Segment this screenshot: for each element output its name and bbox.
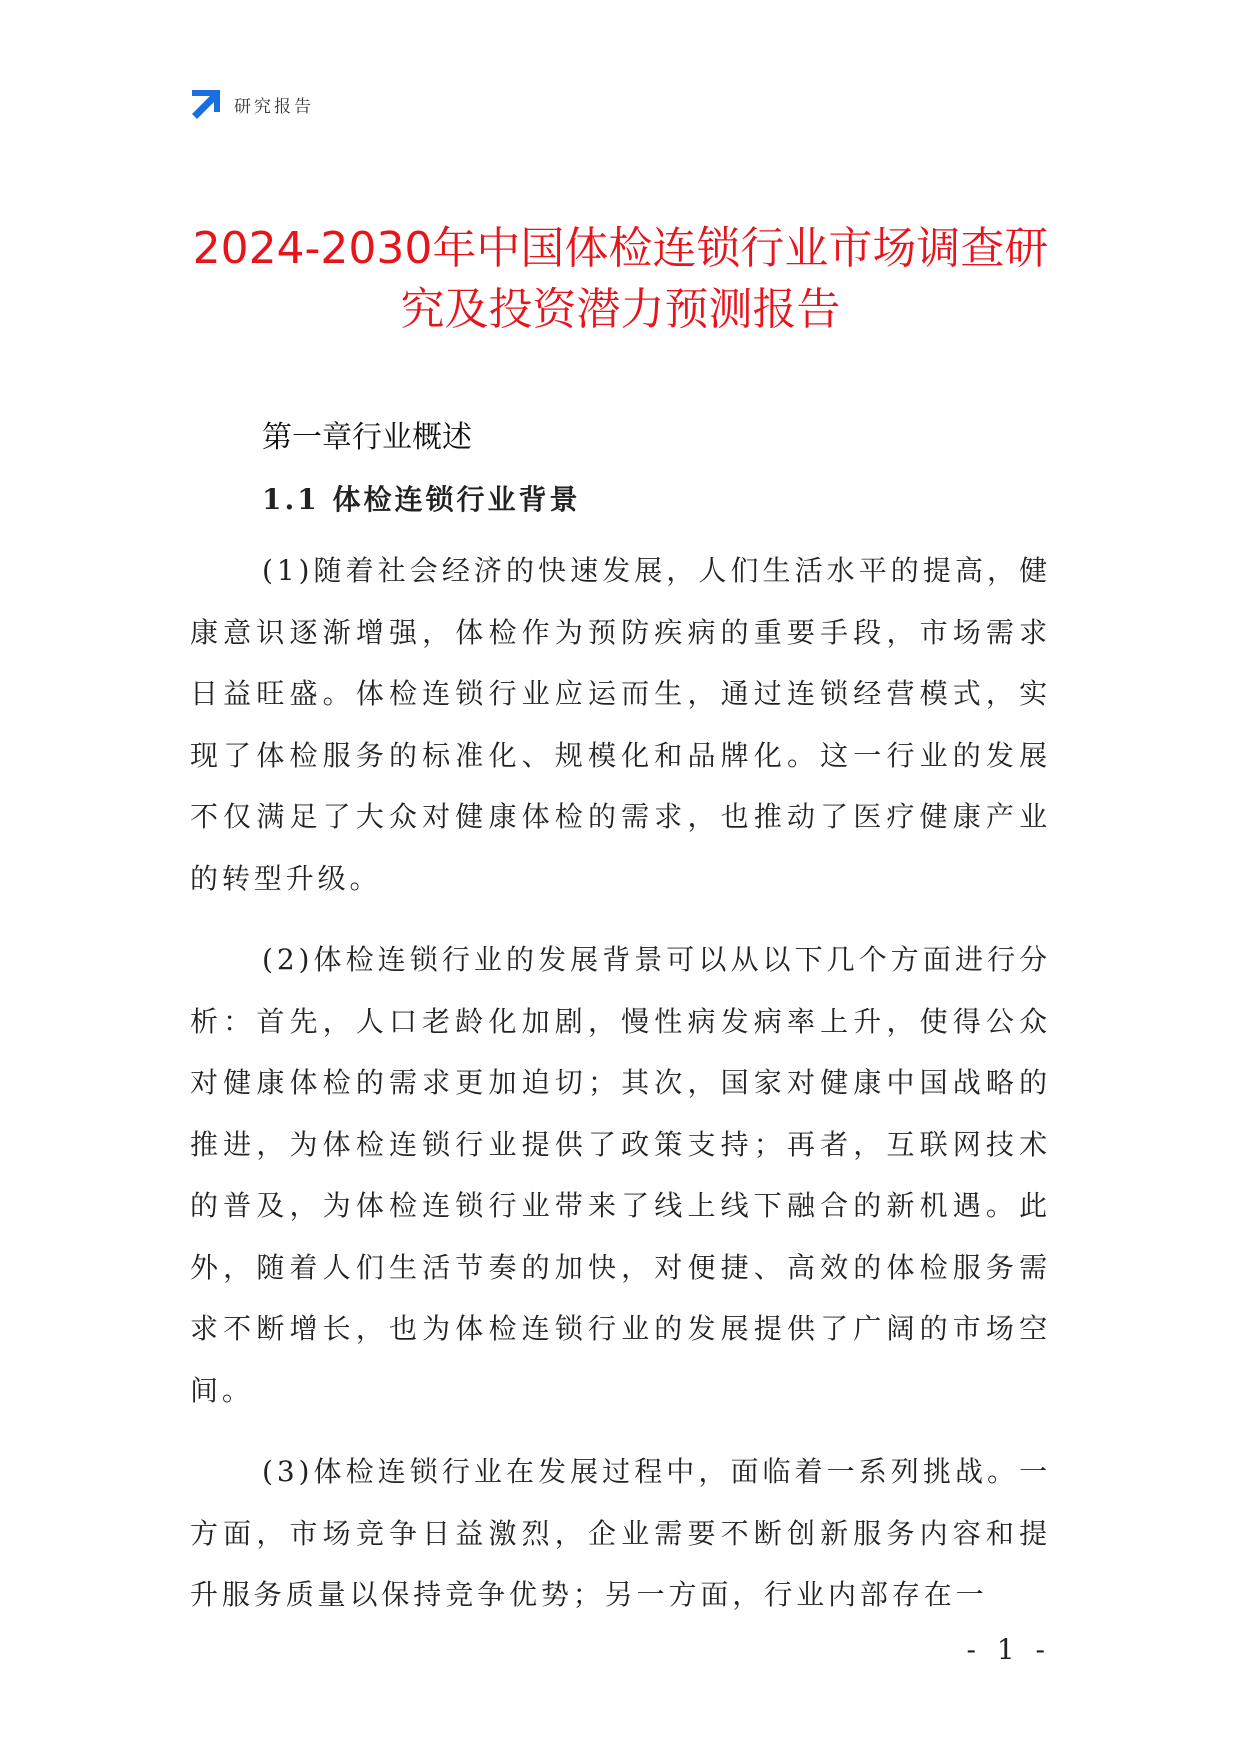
page-header <box>190 86 314 122</box>
report-title <box>150 218 1091 340</box>
page-number: - 1 - <box>966 1633 1051 1666</box>
paragraph-3: (3)体检连锁行业在发展过程中，面临着一系列挑战。一方面，市场竞争日益激烈，企业需要不断创新服务内容和提升服务质量以保持竞争优势；另一方面，行业内部存在一 <box>190 1455 1051 1611</box>
header-label: 研究报告 <box>234 96 314 117</box>
chapter-heading: 第一章行业概述 <box>262 420 472 455</box>
paragraph-2: (2)体检连锁行业的发展背景可以从以下几个方面进行分析：首先，人口老龄化加剧，慢性病发病率上升，使得公众对健康体检的需求更加迫切；其次，国家对健康中国战略的推进，为体检连锁行业提供了政策支持；再者，互联网技术的普及，为体检连锁行业带来了线上线下融合的新机遇。此外，随着人们生活节奏的加快，对便捷、高效的体检服务需求不断增长，也为体检连锁行业的发展提供了广阔的市场空间。 <box>190 943 1051 1407</box>
section-heading: 1.1 体检连锁行业背景 <box>262 483 581 516</box>
document-body <box>190 418 1051 1626</box>
arrow-logo-icon <box>190 88 222 120</box>
paragraph-1: (1)随着社会经济的快速发展，人们生活水平的提高，健康意识逐渐增强，体检作为预防疾病的重要手段，市场需求日益旺盛。体检连锁行业应运而生，通过连锁经营模式，实现了体检服务的标准化、规模化和品牌化。这一行业的发展不仅满足了大众对健康体检的需求，也推动了医疗健康产业的转型升级。 <box>190 554 1051 895</box>
report-title-line1: 2024-2030年中国体检连锁行业市场调查研 <box>192 223 1049 274</box>
report-title-line2: 究及投资潜力预测报告 <box>400 284 841 335</box>
